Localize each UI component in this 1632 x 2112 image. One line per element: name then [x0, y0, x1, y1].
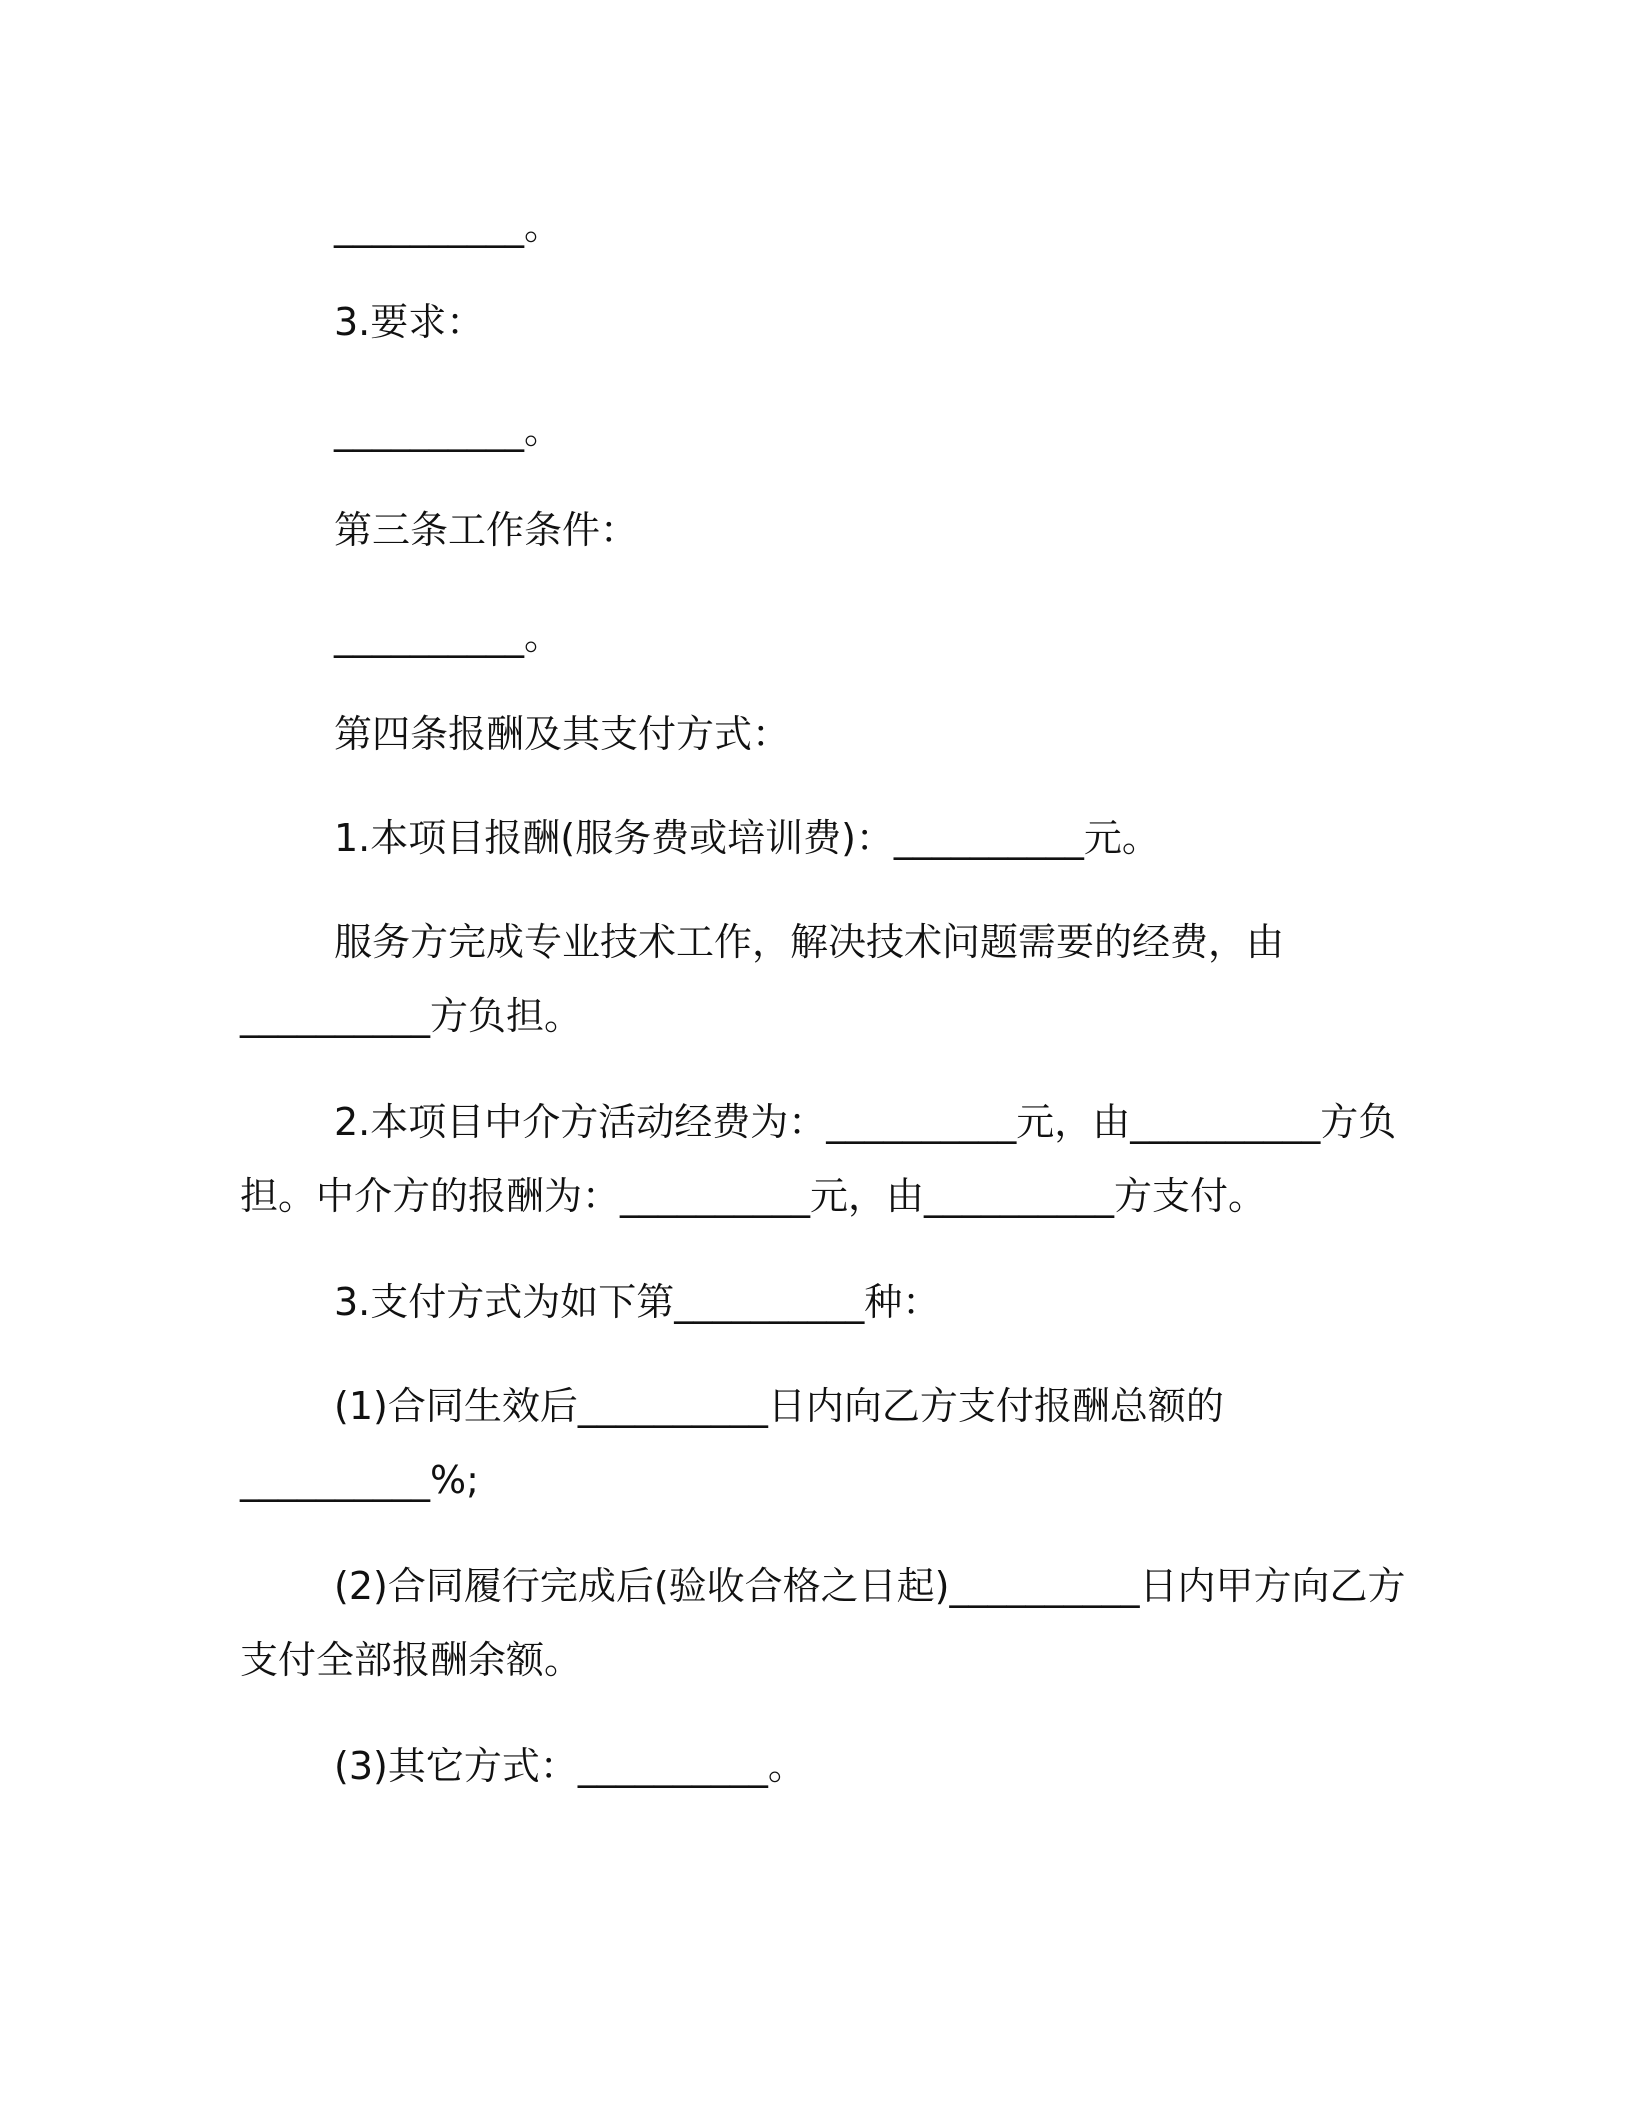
paragraph-agent-line-2: 担。中介方的报酬为：__________元，由__________方支付。	[240, 1174, 1267, 1218]
article-3-heading: 第三条工作条件：	[334, 508, 639, 552]
option-2-line-2: 支付全部报酬余额。	[240, 1638, 583, 1682]
option-2-line-1: (2)合同履行完成后(验收合格之日起)__________日内甲方向乙方	[334, 1564, 1406, 1608]
option-1-line-2: __________%;	[240, 1458, 479, 1502]
paragraph-fee: 1.本项目报酬(服务费或培训费)：__________元。	[334, 816, 1160, 860]
blank-line-1: __________。	[334, 204, 563, 248]
item-3-requirements: 3.要求：	[334, 300, 485, 344]
blank-line-3: __________。	[334, 614, 563, 658]
option-3: (3)其它方式：__________。	[334, 1744, 806, 1788]
blank-line-2: __________。	[334, 408, 563, 452]
paragraph-expense-line-2: __________方负担。	[240, 994, 583, 1038]
option-1-line-1: (1)合同生效后__________日内向乙方支付报酬总额的	[334, 1384, 1224, 1428]
article-4-heading: 第四条报酬及其支付方式：	[334, 712, 791, 756]
paragraph-payment-method: 3.支付方式为如下第__________种：	[334, 1280, 941, 1324]
paragraph-agent-line-1: 2.本项目中介方活动经费为：__________元，由__________方负	[334, 1100, 1397, 1144]
paragraph-expense-line-1: 服务方完成专业技术工作，解决技术问题需要的经费，由	[334, 920, 1285, 964]
